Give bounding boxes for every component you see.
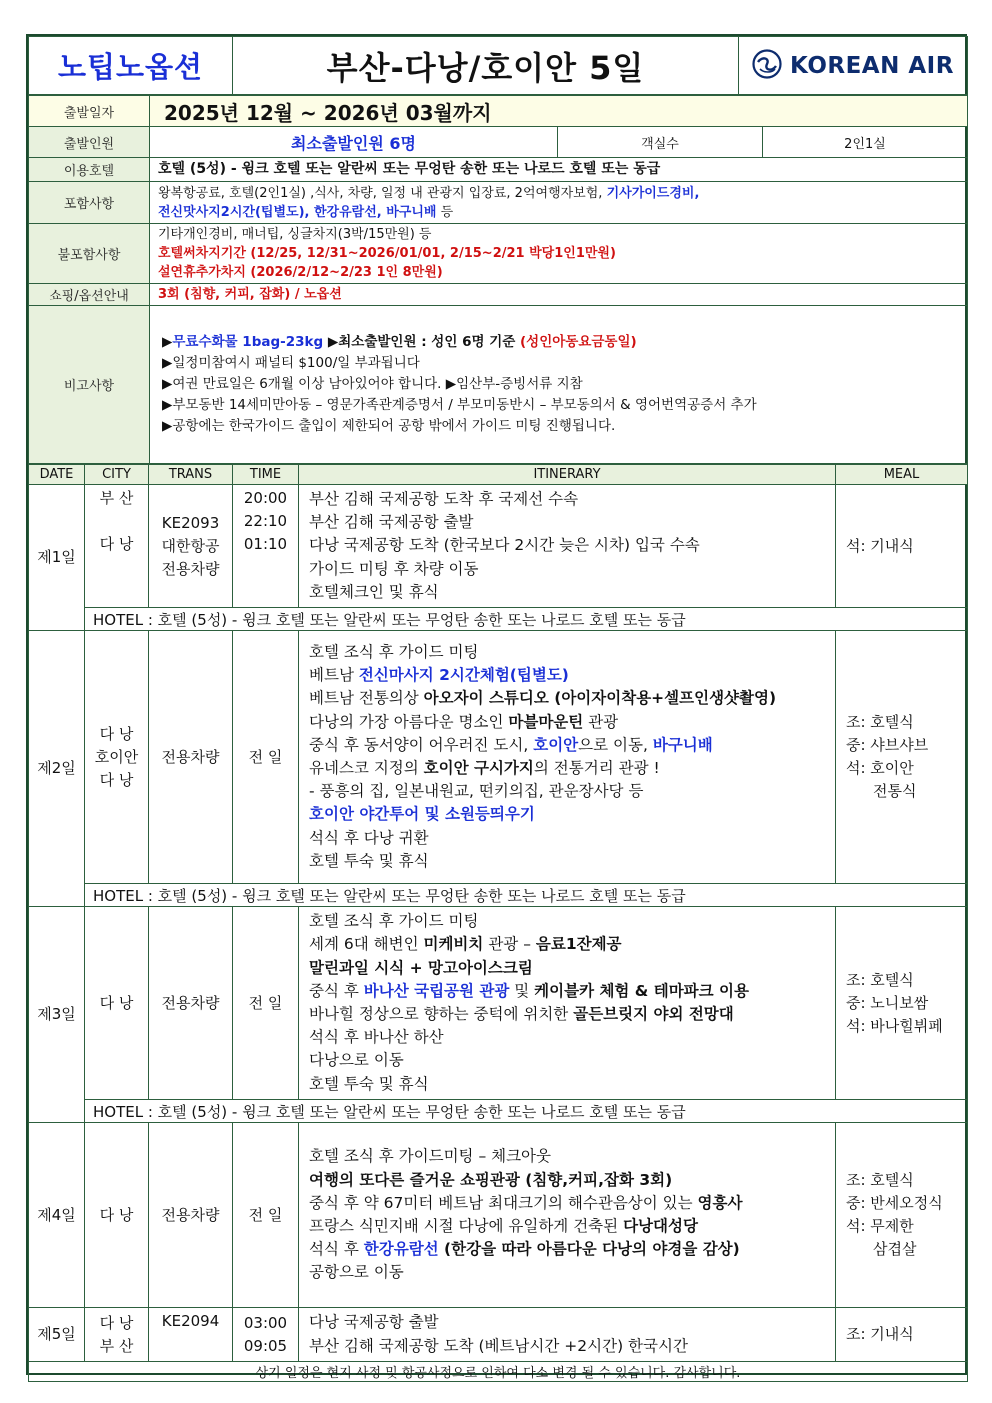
baggage-note: 무료수화물 1bag-23kg [172,334,324,350]
itinerary-line: 중식 후 동서양이 어우러진 도시, 호이안으로 이동, 바구니배 [309,735,713,754]
itinerary-line: 부산 김해 국제공항 출발 [309,513,474,532]
col-trans: TRANS [149,465,233,485]
min-pax-note: ▶최소출발인원 : 성인 6명 기준 [323,334,520,350]
meal-line: 중: 반세오정식 [846,1194,943,1212]
city-name: 다 낭 [99,535,134,553]
day4-date: 제4일 [29,1123,85,1308]
city-name: 부 산 [99,1336,134,1355]
day2-itinerary [299,631,836,884]
exclude-line: 기타개인경비, 매너팁, 싱글차지(3박/15만원) 등 [158,227,432,242]
itinerary-line: 호텔 조식 후 가이드미팅 – 체크아웃 [309,1147,552,1166]
golden-bridge-highlight: 골든브릿지 야외 전망대 [573,1005,734,1023]
meal-line: 중: 노니보쌈 [846,993,929,1012]
notes-value [150,306,968,464]
itinerary-line: 부산 김해 국제공항 도착 (베트남시간 +2시간) 한국시간 [309,1336,688,1355]
day5-meal: 조: 기내식 [836,1308,968,1362]
day2-time: 전 일 [233,631,299,884]
itinerary-line: 호텔 투숙 및 휴식 [309,1074,429,1093]
itinerary-line: - 풍흥의 집, 일본내원교, 떤키의집, 관운장사당 등 [309,782,644,801]
city-name: 다 낭 [99,724,134,743]
massage-highlight: 전신마사지 2시간체험(팁별도) [358,666,569,685]
tour-title: 부산-다낭/호이안 5일 [233,37,739,95]
include-highlight: 기사가이드경비, [606,185,700,201]
itinerary-line: 중식 후 바나산 국립공원 관광 및 케이블카 체험 & 테마파크 이용 [309,981,749,1000]
tasting-highlight: 말린과일 시식 + 망고아이스크림 [309,958,533,977]
korean-air-taegeuk-icon [752,49,782,83]
brand-title: 노팁노옵션 [29,37,233,95]
day1-time [233,485,299,608]
aodai-highlight: 아오자이 스튜디오 (아이자이착용+셀프인생샷촬영) [423,689,777,708]
day3-meal [836,907,968,1100]
day3-time: 전 일 [233,907,299,1100]
oldtown-highlight: 호이안 구시가지 [423,759,534,777]
cruise-highlight: 한강유람선 [363,1240,439,1259]
day3-trans: 전용차량 [149,907,233,1100]
cruise-desc: (한강을 따라 아름다운 다낭의 야경을 감상) [438,1240,740,1259]
itinerary-line: 호텔 조식 후 가이드 미팅 [309,912,479,931]
include-value [150,182,968,224]
itinerary-line: 다낭의 가장 아름다운 명소인 마블마운틴 관광 [309,712,619,731]
child-price-note: (성인아동요금동일) [520,334,637,350]
itinerary-line: 다낭으로 이동 [309,1051,404,1070]
city-name: 다 낭 [99,1313,134,1332]
itinerary-line: 가이드 미팅 후 차량 이동 [309,559,479,578]
meal-line: 중: 샤브샤브 [846,736,929,754]
meal-line: 석: 무제한 [846,1217,914,1235]
col-meal: MEAL [836,465,968,485]
day1-hotel: HOTEL : 호텔 (5성) - 윙크 호텔 또는 알란씨 또는 무엉탄 송한 또는 나로드 호텔 또는 동급 [85,608,968,631]
departure-period: 2025년 12월 ~ 2026년 03월까지 [150,96,968,127]
itinerary-line: 베트남 전통의상 아오자이 스튜디오 (아이자이착용+셀프인생샷촬영) [309,689,777,708]
itinerary-line: 공항으로 이동 [309,1263,404,1282]
cathedral-highlight: 다낭대성당 [623,1217,698,1235]
hotel-label: 이용호텔 [29,158,150,182]
include-text: 왕복항공료, 호텔(2인1실) ,식사, 차량, 일정 내 관광지 입장료, 2억여행자보험, [158,185,607,201]
include-highlight-2: 전신맛사지2시간(팁별도), 한강유람선, 바구니배 [158,204,437,220]
exclude-label: 불포함사항 [29,224,150,284]
day4-city: 다 낭 [85,1123,149,1308]
shopping-value: 3회 (침향, 커피, 잡화) / 노옵션 [150,284,968,306]
city-name: 다 낭 [99,770,134,789]
day2-date: 제2일 [29,631,85,907]
bana-highlight: 바나산 국립공원 관광 [363,981,510,1000]
col-date: DATE [29,465,85,485]
temple-highlight: 영흥사 [697,1193,743,1212]
time-value: 20:00 [243,489,288,507]
day1-itinerary [299,485,836,608]
flight-number: KE2093 [161,513,220,532]
day4-time: 전 일 [233,1123,299,1308]
time-value: 01:10 [243,535,288,553]
korean-air-wordmark: KOREAN AIR [790,52,954,79]
meal-line: 전통식 [873,782,917,800]
day2-meal [836,631,968,884]
day5-date: 제5일 [29,1308,85,1362]
header-table [28,36,968,95]
time-value: 03:00 [243,1313,288,1332]
hotel-value: 호텔 (5성) - 윙크 호텔 또는 알란씨 또는 무엉탄 송한 또는 나로드 호텔 또는 동급 [150,158,968,182]
night-tour-highlight: 호이안 야간투어 및 소원등띄우기 [309,805,535,824]
departure-label: 출발일자 [29,96,150,127]
itinerary-line: 프랑스 식민지배 시절 다낭에 유일하게 건축된 다낭대성당 [309,1217,698,1235]
itinerary-line: 석식 후 바나산 하산 [309,1028,444,1047]
day3-city: 다 낭 [85,907,149,1100]
day5-trans: KE2094 [149,1308,233,1362]
day1-city [85,485,149,608]
meal-line: 석: 바나힐뷔페 [846,1016,943,1035]
day3-date: 제3일 [29,907,85,1123]
itinerary-line: 세계 6대 해변인 미케비치 관광 – 음료1잔제공 [309,935,622,954]
airline-logo [739,37,968,95]
cablecar-highlight: 케이블카 체험 & 테마파크 이용 [534,981,749,1000]
passport-note: ▶여권 만료일은 6개월 이상 남아있어야 합니다. ▶임산부-증빙서류 지참 [162,376,583,392]
notes-label: 비고사항 [29,306,150,464]
itinerary-line: 부산 김해 국제공항 도착 후 국제선 수속 [309,489,579,508]
hoian-highlight: 호이안 [533,735,579,754]
day5-time [233,1308,299,1362]
meal-line: 조: 호텔식 [846,713,914,731]
day1-trans [149,485,233,608]
airport-note: ▶공항에는 한국가이드 출입이 제한되어 공항 밖에서 가이드 미팅 진행됩니다. [162,418,616,434]
airline-name: 대한항공 [161,536,220,555]
itinerary-line: 호텔 조식 후 가이드 미팅 [309,642,479,661]
shopping-highlight: 여행의 또다른 즐거운 쇼핑관광 (침향,커피,잡화 3회) [309,1170,673,1189]
basket-boat-highlight: 바구니배 [652,735,713,754]
day4-itinerary [299,1123,836,1308]
itinerary-table [28,464,968,1382]
day5-itinerary [299,1308,836,1362]
vehicle: 전용차량 [161,559,220,578]
footer-note: 상기 일정은 현지 사정 및 항공사정으로 인하여 다소 변경 될 수 있습니다. 감사합니다. [29,1362,968,1382]
room-value: 2인1실 [763,127,968,158]
time-value: 09:05 [243,1336,288,1355]
bullet: ▶ [162,334,173,350]
exclude-value [150,224,968,284]
itinerary-sheet [26,34,967,1381]
meal-line: 삼겹살 [873,1240,917,1258]
itinerary-line: 유네스코 지정의 호이안 구시가지의 전통거리 관광 ! [309,759,660,777]
day2-trans: 전용차량 [149,631,233,884]
itinerary-line: 호텔체크인 및 휴식 [309,582,439,601]
marble-highlight: 마블마운틴 [508,712,584,731]
day3-itinerary [299,907,836,1100]
meal-line: 석: 호이안 [846,759,914,777]
day1-meal: 석: 기내식 [836,485,968,608]
day2-city [85,631,149,884]
itinerary-line: 베트남 전신마사지 2시간체험(팁별도) [309,666,569,685]
col-city: CITY [85,465,149,485]
col-time: TIME [233,465,299,485]
day3-hotel: HOTEL : 호텔 (5성) - 윙크 호텔 또는 알란씨 또는 무엉탄 송한 또는 나로드 호텔 또는 동급 [85,1100,968,1123]
mykhe-highlight: 미케비치 [423,935,484,954]
itinerary-line: 다낭 국제공항 출발 [309,1313,439,1332]
min-pax-value: 최소출발인원 6명 [150,127,558,158]
shopping-label: 쇼핑/옵션안내 [29,284,150,306]
day5-city [85,1308,149,1362]
day4-meal [836,1123,968,1308]
room-label: 객실수 [558,127,763,158]
drink-highlight: 음료1잔제공 [535,935,622,954]
itinerary-line: 중식 후 약 67미터 베트남 최대크기의 해수관음상이 있는 영흥사 [309,1193,743,1212]
penalty-note: ▶일정미참여시 패널티 $100/일 부과됩니다 [162,355,420,371]
city-name: 부 산 [99,489,134,507]
itinerary-line: 석식 후 다낭 귀환 [309,828,429,847]
itinerary-line: 바나힐 정상으로 향하는 중턱에 위치한 골든브릿지 야외 전망대 [309,1005,734,1023]
pax-label: 출발인원 [29,127,150,158]
meal-line: 조: 호텔식 [846,1171,914,1189]
itinerary-line: 다낭 국제공항 도착 (한국보다 2시간 늦은 시차) 입국 수속 [309,536,700,555]
itinerary-line: 호텔 투숙 및 휴식 [309,851,429,870]
day2-hotel: HOTEL : 호텔 (5성) - 윙크 호텔 또는 알란씨 또는 무엉탄 송한 또는 나로드 호텔 또는 동급 [85,884,968,907]
include-text-2: 등 [436,204,454,220]
info-table [28,95,968,464]
meal-line: 조: 호텔식 [846,970,914,989]
time-value: 22:10 [243,512,288,530]
holiday-surcharge: 설연휴추가차지 (2026/2/12~2/23 1인 8만원) [158,265,443,280]
day1-date: 제1일 [29,485,85,631]
day4-trans: 전용차량 [149,1123,233,1308]
city-name: 호이안 [94,747,139,766]
minor-note: ▶부모동반 14세미만아동 – 영문가족관계증명서 / 부모미동반시 – 부모동의서 & 영어번역공증서 추가 [162,397,757,413]
hotel-surcharge: 호텔써차지기간 (12/25, 12/31~2026/01/01, 2/15~2/21 박당1인1만원) [158,246,616,261]
itinerary-line: 석식 후 한강유람선 (한강을 따라 아름다운 다낭의 야경을 감상) [309,1240,740,1259]
include-label: 포함사항 [29,182,150,224]
day-row [29,485,968,608]
col-itinerary: ITINERARY [299,465,836,485]
